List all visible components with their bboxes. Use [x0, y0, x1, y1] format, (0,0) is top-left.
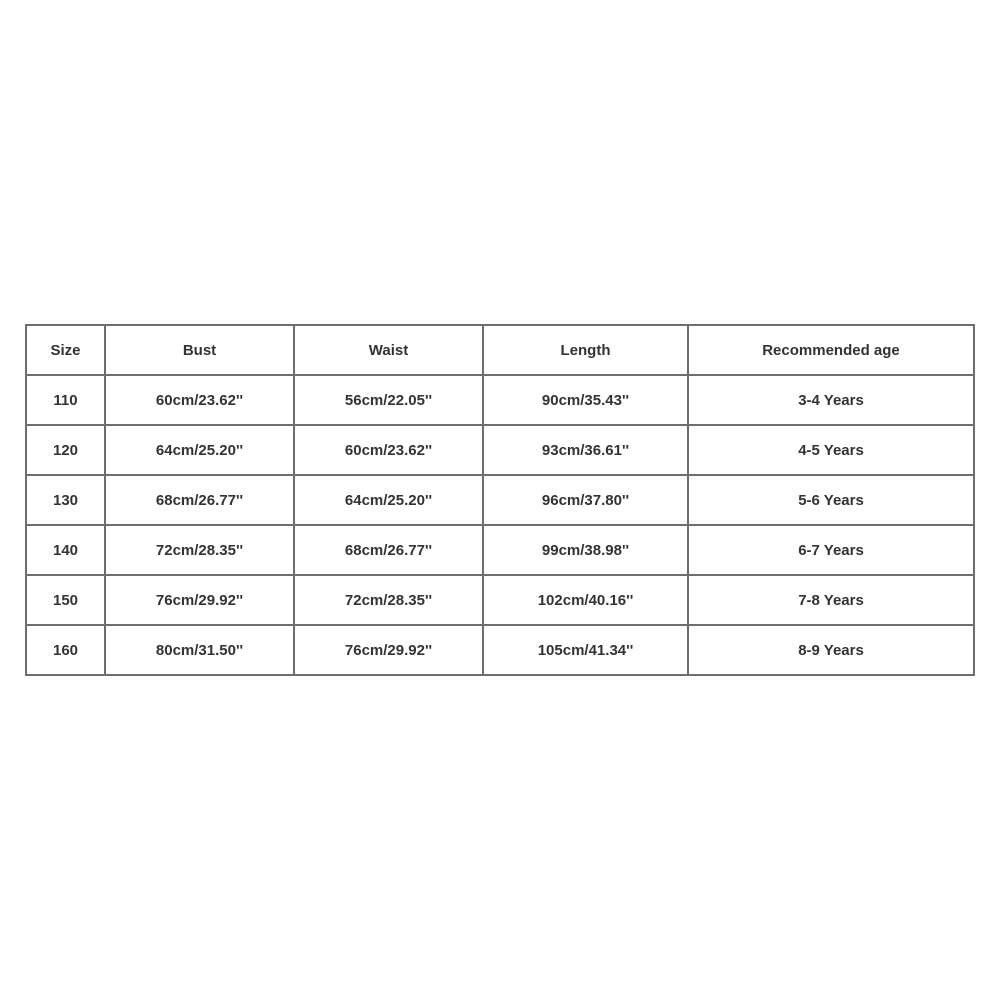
cell-size: 120 — [26, 425, 105, 475]
table-row — [26, 475, 974, 525]
header-row — [26, 325, 974, 375]
cell-bust: 76cm/29.92'' — [105, 575, 294, 625]
cell-recommended-age: 5-6 Years — [688, 475, 974, 525]
header-length: Length — [483, 325, 688, 375]
header-size: Size — [26, 325, 105, 375]
cell-bust: 80cm/31.50'' — [105, 625, 294, 675]
table-row — [26, 525, 974, 575]
table-row — [26, 375, 974, 425]
cell-waist: 60cm/23.62'' — [294, 425, 483, 475]
cell-length: 96cm/37.80'' — [483, 475, 688, 525]
cell-recommended-age: 7-8 Years — [688, 575, 974, 625]
cell-bust: 64cm/25.20'' — [105, 425, 294, 475]
table-row — [26, 425, 974, 475]
cell-length: 105cm/41.34'' — [483, 625, 688, 675]
header-bust: Bust — [105, 325, 294, 375]
cell-length: 90cm/35.43'' — [483, 375, 688, 425]
cell-waist: 64cm/25.20'' — [294, 475, 483, 525]
header-waist: Waist — [294, 325, 483, 375]
cell-waist: 68cm/26.77'' — [294, 525, 483, 575]
cell-bust: 60cm/23.62'' — [105, 375, 294, 425]
cell-size: 130 — [26, 475, 105, 525]
cell-recommended-age: 4-5 Years — [688, 425, 974, 475]
table-row — [26, 625, 974, 675]
header-recommended-age: Recommended age — [688, 325, 974, 375]
cell-length: 93cm/36.61'' — [483, 425, 688, 475]
cell-length: 99cm/38.98'' — [483, 525, 688, 575]
cell-size: 140 — [26, 525, 105, 575]
cell-recommended-age: 6-7 Years — [688, 525, 974, 575]
cell-waist: 56cm/22.05'' — [294, 375, 483, 425]
cell-size: 160 — [26, 625, 105, 675]
cell-recommended-age: 3-4 Years — [688, 375, 974, 425]
cell-length: 102cm/40.16'' — [483, 575, 688, 625]
cell-bust: 68cm/26.77'' — [105, 475, 294, 525]
cell-bust: 72cm/28.35'' — [105, 525, 294, 575]
cell-size: 150 — [26, 575, 105, 625]
cell-waist: 72cm/28.35'' — [294, 575, 483, 625]
cell-waist: 76cm/29.92'' — [294, 625, 483, 675]
cell-recommended-age: 8-9 Years — [688, 625, 974, 675]
cell-size: 110 — [26, 375, 105, 425]
size-chart-table — [25, 324, 975, 676]
table-row — [26, 575, 974, 625]
